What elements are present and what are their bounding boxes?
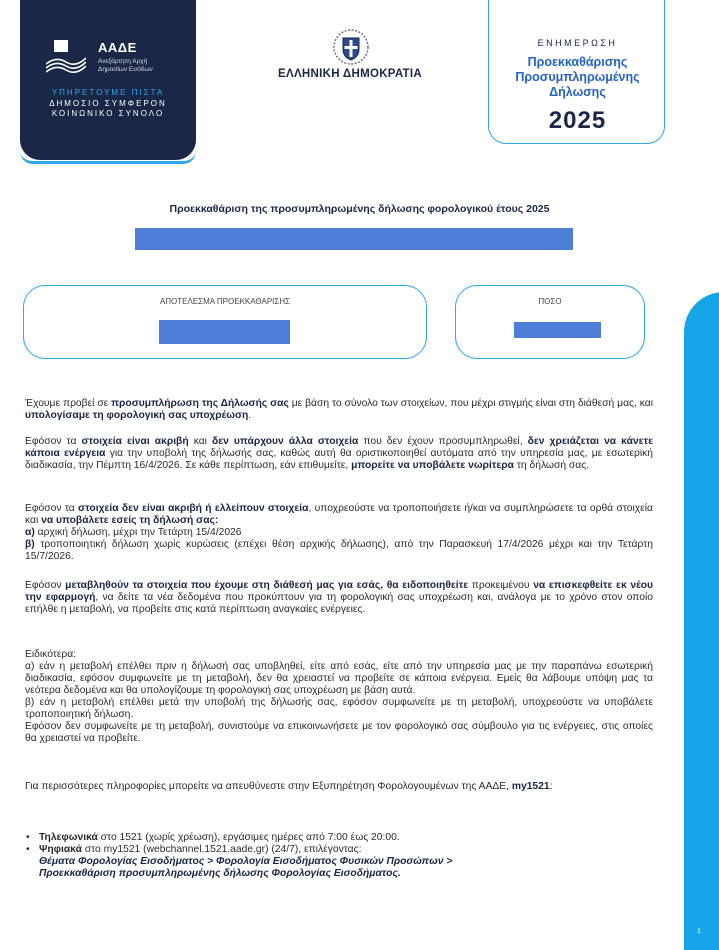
motto-line-1: ΥΠΗΡΕΤΟΥΜΕ ΠΙΣΤΑ <box>51 88 165 97</box>
paragraph-prefill <box>25 398 653 422</box>
decorative-side-band <box>684 292 719 950</box>
option-a <box>25 527 653 539</box>
contact-phone-item <box>25 832 653 844</box>
option-b <box>25 539 653 563</box>
contact-phone-text: στο 1521 (χωρίς χρέωση), εργάσιμες ημέρες από 7:00 έως 20:00. <box>97 832 400 843</box>
body-text: τροποποιητική δήλωση χωρίς κυρώσεις (επέχει θέση αρχικής δήλωσης), από την Παρασκευή 17/4/2026 μέχρι και την Τετάρτη 15/7/2026. <box>25 539 653 562</box>
motto-line-2: ΔΗΜΟΣΙΟ ΣΥΜΦΕΡΟΝ <box>49 99 167 108</box>
body-text: , υποχρεούστε να τροποποιήσετε ή/και να συμπληρώσετε τα ορθά στοιχεία και <box>25 503 653 526</box>
republic-label: ΕΛΛΗΝΙΚΗ ΔΗΜΟΚΡΑΤΙΑ <box>278 68 422 80</box>
specifics-c: Εφόσον δεν συμφωνείτε με τη μεταβολή, συνιστούμε να επικοινωνήσετε με τον φορολογικό σας σύμβουλο για τις ενέργειες, στις οποίες θα χρειαστεί να προβείτε. <box>25 721 653 744</box>
emphasis-text: προσυμπλήρωση της Δήλωσής σας <box>111 398 289 409</box>
info-card <box>488 0 665 144</box>
contact-list <box>25 832 653 880</box>
body-text: Εφόσον τα <box>25 503 79 514</box>
org-subtitle-1: Ανεξάρτητη Αρχή <box>98 58 148 65</box>
paragraph-inaccurate-intro <box>25 503 653 527</box>
body-text: Εφόσον <box>25 580 66 591</box>
paragraph-more-info <box>25 781 653 793</box>
motto-line-3: ΚΟΙΝΩΝΙΚΟ ΣΥΝΟΛΟ <box>51 109 165 118</box>
emphasis-text: α) <box>25 527 35 538</box>
body-text: τη δήλωσή σας. <box>513 460 590 471</box>
body-text: Για περισσότερες πληροφορίες μπορείτε να απευθύνεστε στην Εξυπηρέτηση Φορολογουμένων της ΑΑΔΕ, <box>25 781 512 792</box>
body-text: . <box>248 410 252 421</box>
redacted-result-value <box>159 320 290 344</box>
body-text: , να δείτε τα νέα δεδομένα που προκύπτουν για τη φορολογική σας υποχρέωση και, ανάλογα με το χρόνο στον οποίο επήλθε η μεταβολή, να προβείτε στις κατά περίπτωση αναγκαίες ενέργειες. <box>25 592 653 615</box>
body-text: Εφόσον τα <box>25 436 82 447</box>
org-name: ΑΑΔΕ <box>98 40 137 55</box>
body-text: που δεν έχουν προσυμπληρωθεί, <box>358 436 528 447</box>
menu-path-line-2: Προεκκαθάριση προσυμπληρωμένης δήλωσης Φορολογίας Εισοδήματος. <box>39 868 401 879</box>
contact-phone-label: Τηλεφωνικά <box>39 832 98 843</box>
aade-logo-icon <box>46 40 86 74</box>
paragraph-specifics <box>25 649 653 745</box>
contact-digital-item <box>25 844 653 880</box>
result-box <box>23 285 427 359</box>
info-title-line-1: Προεκκαθάρισης <box>527 55 628 69</box>
emphasis-text: my1521 <box>511 781 550 792</box>
aade-header-block <box>20 0 196 160</box>
body-text: και <box>188 436 213 447</box>
specifics-heading: Ειδικότερα: <box>25 649 77 660</box>
paragraph-inaccurate <box>25 503 653 563</box>
document-title: Προεκκαθάριση της προσυμπληρωμένης δήλωσης φορολογικού έτους 2025 <box>169 203 550 215</box>
contact-digital-text: στο my1521 (webchannel.1521.aade.gr) (24/7), επιλέγοντας: <box>81 844 362 855</box>
emphasis-text: δεν χρειάζεται να κάνετε κάποια ενέργεια <box>25 436 654 459</box>
body-text: για την υποβολή της δήλωσής σας, καθώς αυτή θα οριστικοποιηθεί αυτόματα από την υπηρεσία μας, με εσωτερική διαδικασία, την Πέμπτη 16/4/2026. Σε κάθε περίπτωση, εάν επιθυμείτε, <box>25 448 653 471</box>
body-text: αρχική δήλωση, μέχρι την Τετάρτη 15/4/2026 <box>34 527 242 538</box>
redacted-taxpayer-name <box>135 228 573 250</box>
emphasis-text: δεν υπάρχουν άλλα στοιχεία <box>212 436 359 447</box>
info-eyebrow: ΕΝΗΜΕΡΩΣΗ <box>537 38 618 48</box>
body-text: Έχουμε προβεί σε <box>25 398 112 409</box>
paragraph-no-action <box>25 436 653 472</box>
emphasis-text: υπολογίσαμε τη φορολογική σας υποχρέωση <box>25 410 249 421</box>
emphasis-text: μεταβληθούν τα στοιχεία που έχουμε στη διάθεσή μας για εσάς, θα ειδοποιηθείτε <box>65 580 469 591</box>
emphasis-text: στοιχεία είναι ακριβή <box>81 436 189 447</box>
result-label: ΑΠΟΤΕΛΕΣΜΑ ΠΡΟΕΚΚΑΘΑΡΙΣΗΣ <box>159 297 291 306</box>
info-title <box>489 55 666 100</box>
info-year: 2025 <box>548 107 607 134</box>
emphasis-text: στοιχεία δεν είναι ακριβή ή ελλείπουν στοιχεία <box>78 503 309 514</box>
specifics-b: β) εάν η μεταβολή επέλθει μετά την υποβολή της δήλωσής σας, εφόσον συμφωνείτε με τη μεταβολή, υποχρεούστε να υποβάλετε τροποποιητική δήλωση. <box>25 697 653 720</box>
paragraph-changes <box>25 580 653 616</box>
amount-label: ΠΟΣΟ <box>538 297 562 306</box>
amount-box <box>455 285 645 359</box>
emphasis-text: β) <box>25 539 35 550</box>
specifics-a: α) εάν η μεταβολή επέλθει πριν η δήλωσή σας υποβληθεί, είτε από εσάς, είτε από την υπηρεσία μας με την παραπάνω εσωτερική διαδικασία, εφόσον συμφωνείτε με τη μεταβολή, δεν θα χρειαστεί να προβείτε σε κάποια ενέργεια. Εμείς θα λάβουμε υπόψη μας τα νεότερα δεδομένα και θα υπολογίζουμε τη φορολογική σας υποχρέωση με βάση αυτά. <box>25 661 653 696</box>
body-text: με βάση το σύνολο των στοιχείων, που μέχρι στιγμής είναι στη διάθεσή μας, και <box>288 398 653 409</box>
info-title-line-2: Προσυμπληρωμένης <box>515 70 640 84</box>
menu-path-line-1: Θέματα Φορολογίας Εισοδήματος > Φορολογία Εισοδήματος Φυσικών Προσώπων > <box>39 856 453 867</box>
redacted-amount-value <box>514 322 601 338</box>
body-text: : <box>549 781 553 792</box>
org-subtitle-2: Δημοσίων Εσόδων <box>98 66 153 73</box>
body-text: προκειμένου <box>468 580 534 591</box>
emphasis-text: να επισκεφθείτε εκ νέου την εφαρμογή <box>25 580 653 603</box>
info-title-line-3: Δήλωσης <box>549 85 606 99</box>
contact-digital-label: Ψηφιακά <box>39 844 82 855</box>
emphasis-text: να υποβάλετε εσείς τη δήλωσή σας: <box>41 515 219 526</box>
emphasis-text: μπορείτε να υποβάλετε νωρίτερα <box>351 460 514 471</box>
greek-emblem-icon <box>331 27 371 67</box>
page-number: 1 <box>697 928 701 935</box>
